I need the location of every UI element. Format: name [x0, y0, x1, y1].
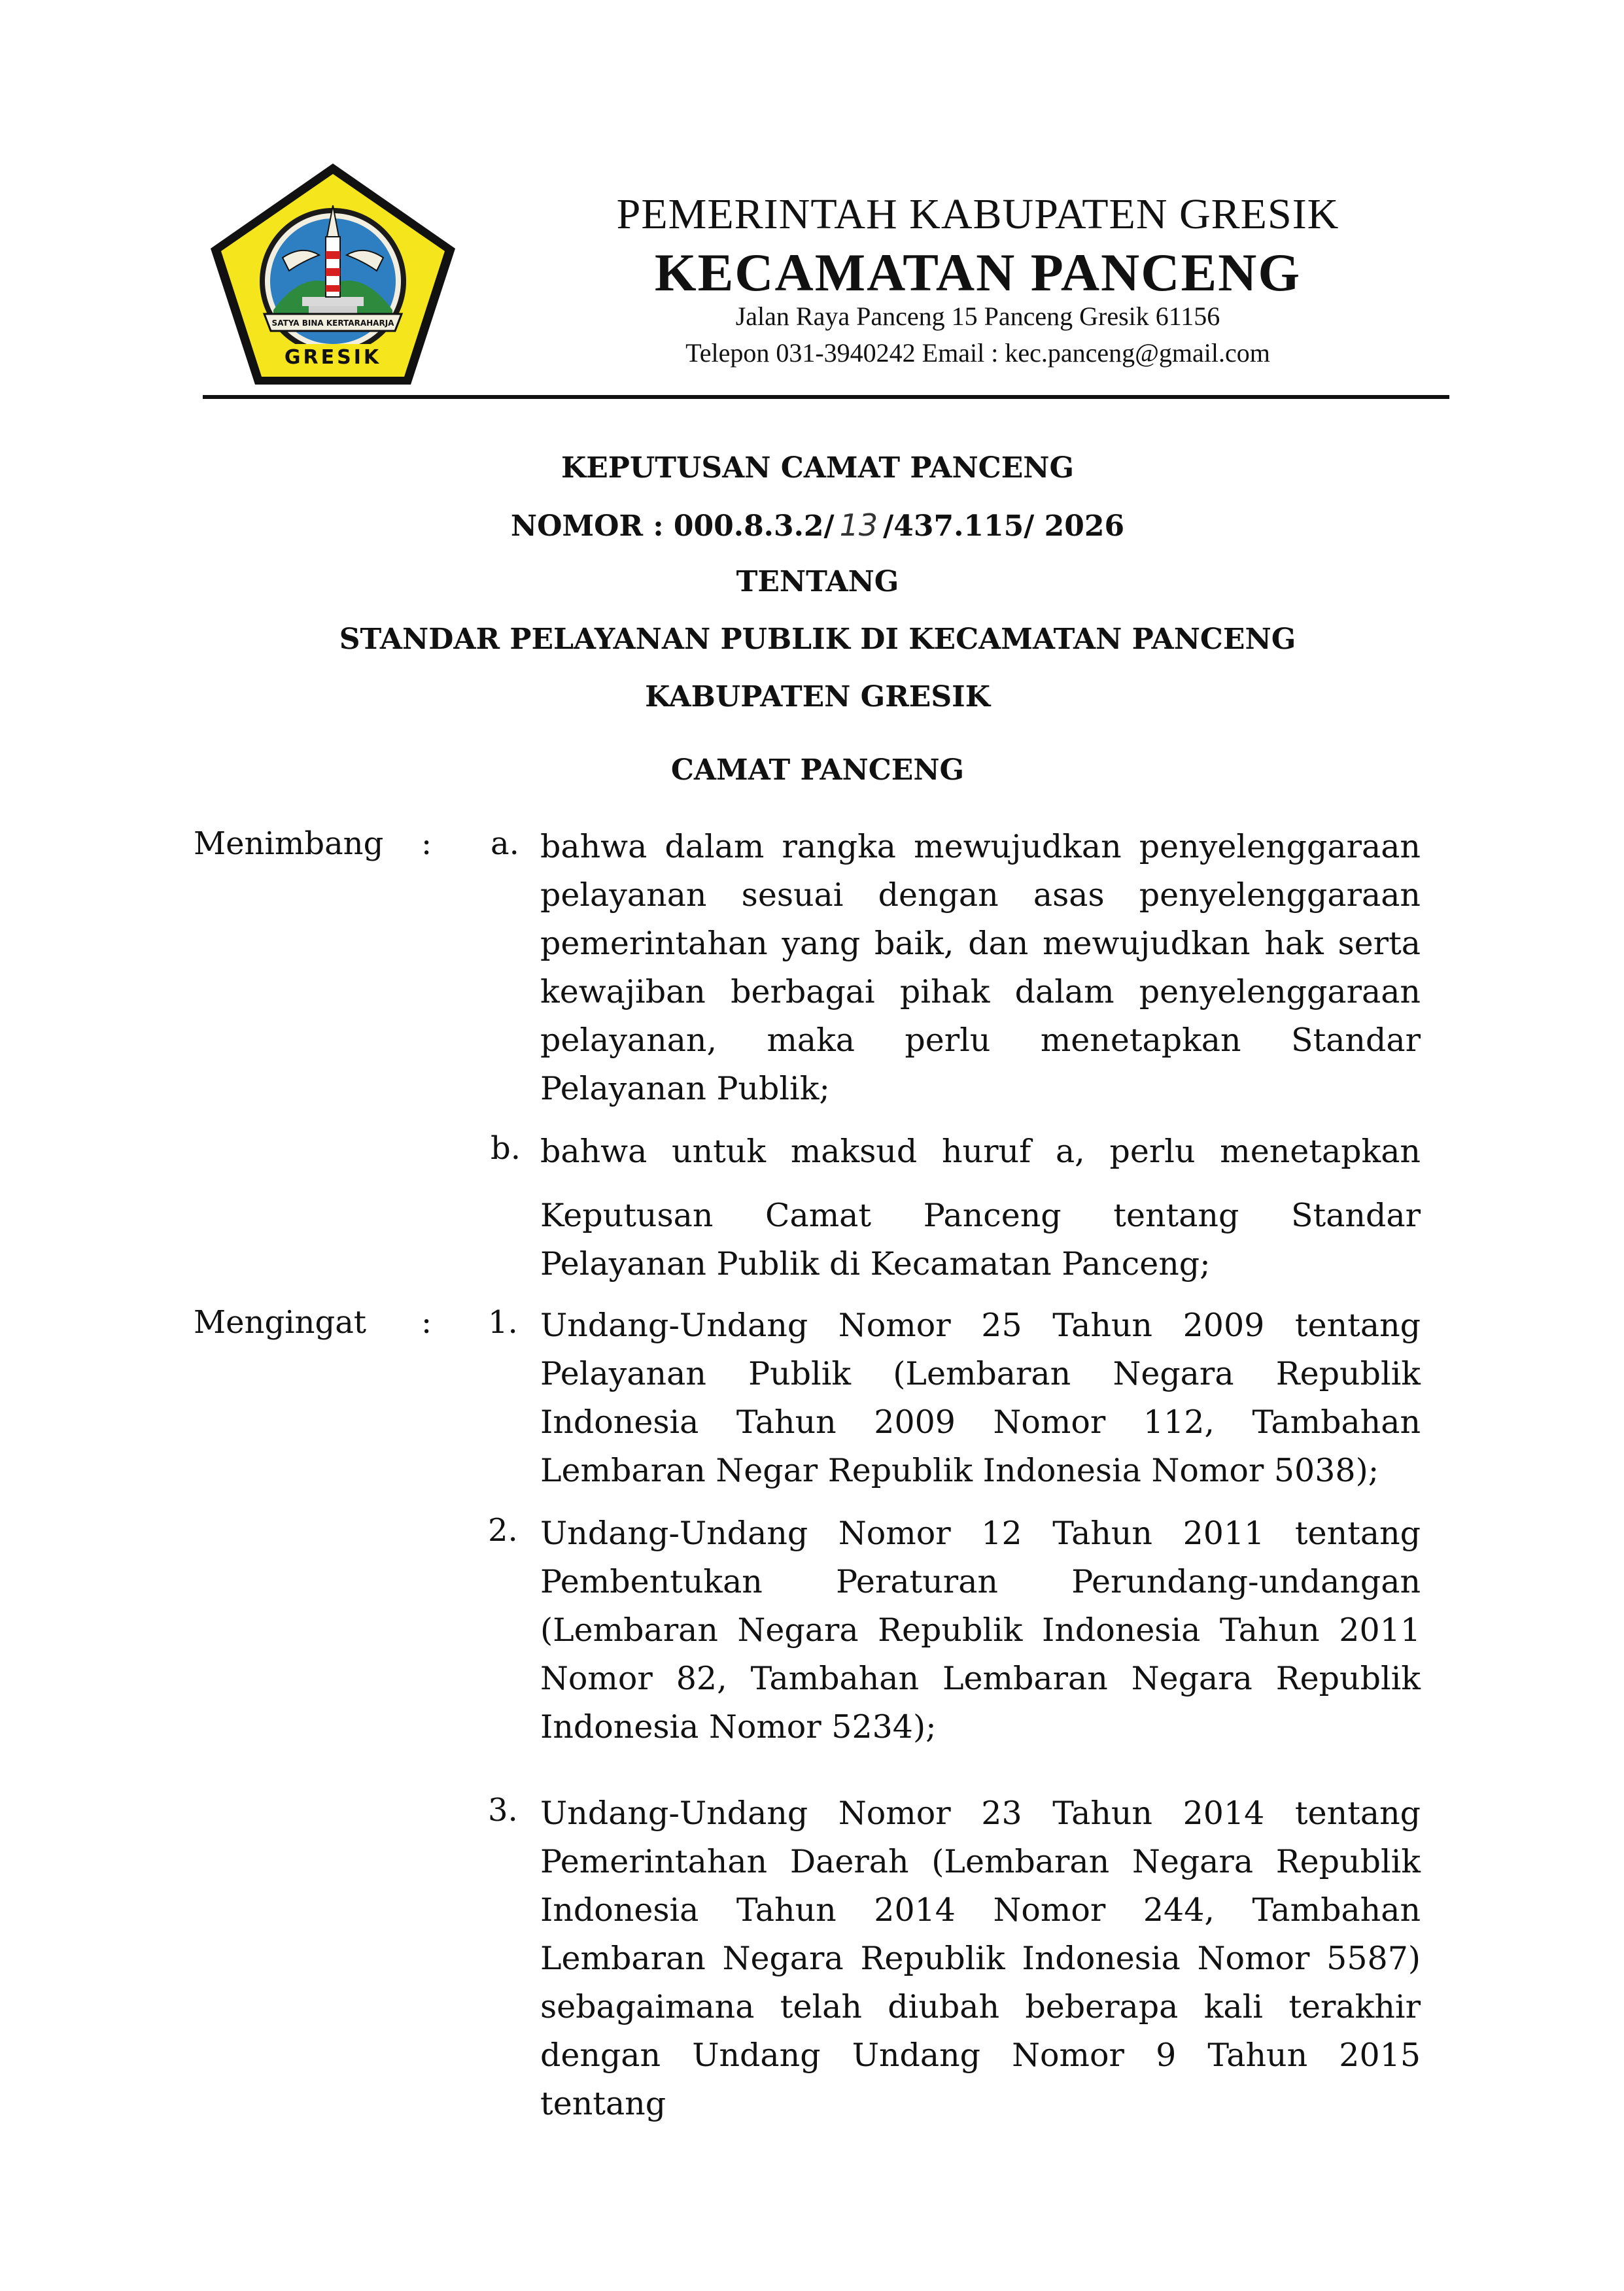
menimbang-label: Menimbang	[194, 825, 384, 862]
decree-number-prefix: NOMOR : 000.8.3.2/	[510, 509, 835, 543]
decree-issuer: CAMAT PANCENG	[670, 753, 965, 787]
mengingat-item-1-text: Undang-Undang Nomor 25 Tahun 2009 tentang Pelayanan Publik (Lembaran Negara Republik Indonesia Tahun 2009 Nomor 112, Tambahan Lembaran Negar Republik Indonesia Nomor 5038);	[540, 1307, 1421, 1489]
letterhead-divider	[203, 395, 1449, 399]
emblem-name-text: GRESIK	[284, 346, 382, 369]
mengingat-colon: :	[421, 1304, 432, 1341]
decree-subject-line2: KABUPATEN GRESIK	[645, 680, 990, 714]
decree-subject-line1: STANDAR PELAYANAN PUBLIK DI KECAMATAN PANCENG	[339, 623, 1296, 656]
decree-number-handwritten: 13	[839, 508, 878, 543]
office-name: KECAMATAN PANCENG	[654, 243, 1302, 302]
emblem-banner-text: SATYA BINA KERTARAHARJA	[271, 319, 394, 328]
decree-title: KEPUTUSAN CAMAT PANCENG	[561, 451, 1075, 485]
decree-number	[131, 508, 1504, 543]
menimbang-item-a-text: bahwa dalam rangka mewujudkan penyelenggaraan pelayanan sesuai dengan asas penyelenggaraan pemerintahan yang baik, dan mewujudkan hak serta kewajiban berbagai pihak dalam penyelenggaraan pelayanan, maka perlu menetapkan Standar Pelayanan Publik;	[540, 828, 1421, 1107]
mengingat-item-3-text: Undang-Undang Nomor 23 Tahun 2014 tentang Pemerintahan Daerah (Lembaran Negara Republik Indonesia Tahun 2014 Nomor 244, Tambahan Lembaran Negara Republik Indonesia Nomor 5587) sebagaimana telah diubah beberapa kali terakhir dengan Undang Undang Nomor 9 Tahun 2015 tentang	[540, 1795, 1421, 2122]
menimbang-item-b-text-rest: Keputusan Camat Panceng tentang Standar Pelayanan Publik di Kecamatan Panceng;	[540, 1197, 1421, 1283]
mengingat-item-2-mark: 2.	[488, 1512, 518, 1549]
office-address: Jalan Raya Panceng 15 Panceng Gresik 61156	[735, 301, 1220, 331]
office-contact: Telepon 031-3940242 Email : kec.panceng@gmail.com	[685, 338, 1270, 368]
gresik-emblem-logo	[204, 160, 462, 388]
decree-number-suffix: /437.115/ 2026	[883, 509, 1125, 543]
decree-about: TENTANG	[736, 565, 899, 598]
mengingat-label: Mengingat	[194, 1304, 367, 1341]
mengingat-item-2-text: Undang-Undang Nomor 12 Tahun 2011 tentang Pembentukan Peraturan Perundang-undangan (Lembaran Negara Republik Indonesia Tahun 2011 Nomor 82, Tambahan Lembaran Negara Republik Indonesia Nomor 5234);	[540, 1515, 1421, 1746]
government-name: PEMERINTAH KABUPATEN GRESIK	[616, 190, 1339, 238]
mengingat-item-1-mark: 1.	[488, 1304, 518, 1341]
mengingat-item-3-mark: 3.	[488, 1792, 518, 1829]
menimbang-item-b-mark: b.	[491, 1130, 521, 1167]
menimbang-item-b-text-line1: bahwa untuk maksud huruf a, perlu menetapkan	[540, 1133, 1421, 1170]
menimbang-colon: :	[421, 825, 432, 862]
menimbang-item-a-mark: a.	[491, 825, 519, 862]
